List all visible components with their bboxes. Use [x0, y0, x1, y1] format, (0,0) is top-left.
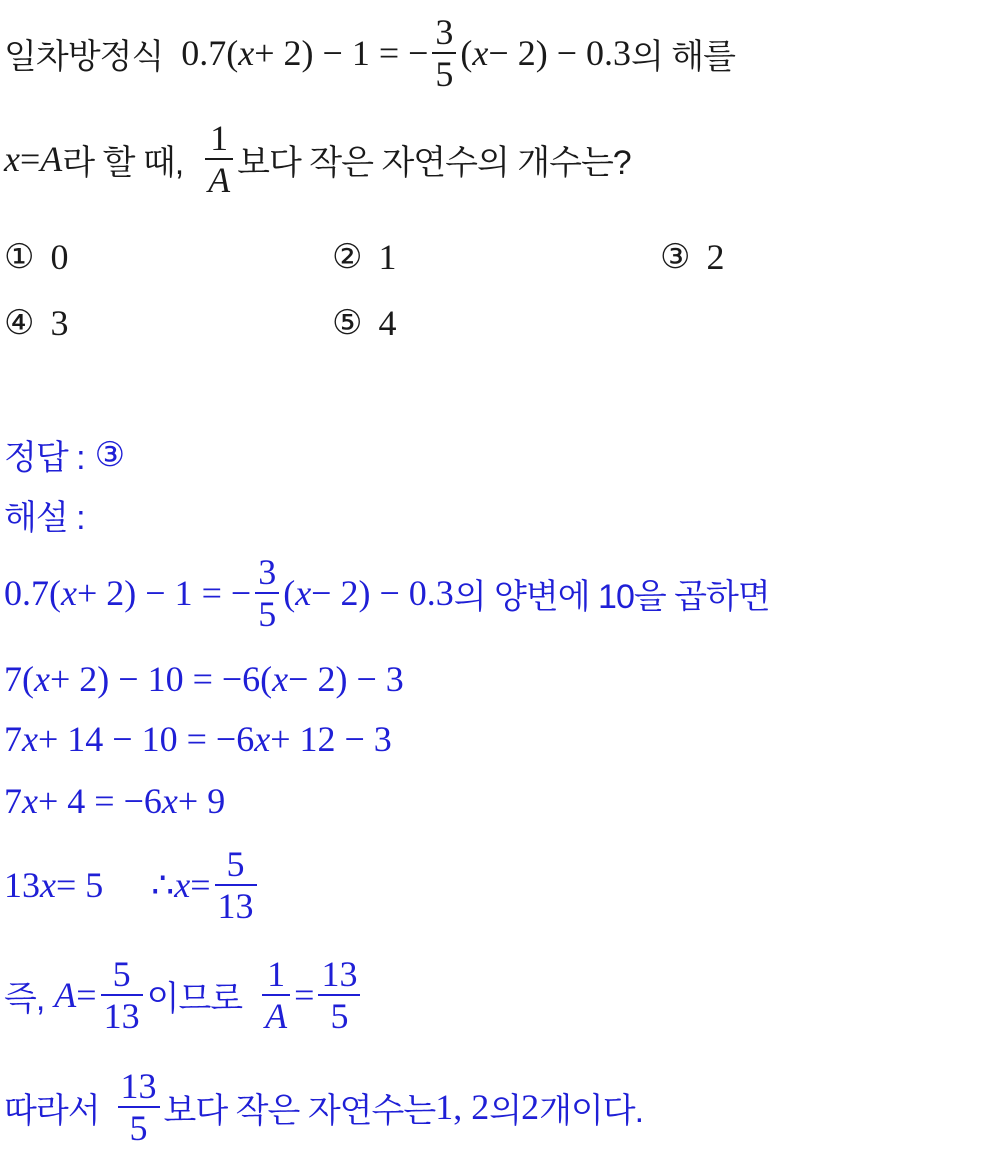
step-text: 따라서	[4, 1091, 100, 1130]
variable-x: x	[174, 865, 191, 905]
variable-x: x	[472, 33, 489, 73]
choice-2[interactable]	[332, 236, 396, 278]
choice-value: 2	[706, 237, 725, 277]
equation-paren: (	[460, 33, 473, 73]
fraction-numerator: 3	[435, 12, 454, 52]
question-suffix: 의 해를	[631, 37, 735, 76]
solution-step-7	[4, 1066, 643, 1148]
variable-A: A	[40, 139, 63, 179]
equation-paren: (	[283, 573, 296, 613]
fraction-denominator: A	[208, 160, 231, 200]
fraction-five-thirteenths	[215, 844, 257, 926]
choice-value: 1	[378, 237, 397, 277]
fraction-thirteen-fifths	[118, 1066, 160, 1148]
choice-value: 0	[50, 237, 69, 277]
question-text: 라 할 때,	[62, 143, 184, 182]
step-expression: 7	[4, 781, 22, 821]
step-expression: 7(	[4, 659, 34, 699]
fraction-denominator: 5	[435, 54, 454, 94]
step-expression: + 14 − 10 = −6	[37, 719, 255, 759]
variable-x: x	[40, 865, 56, 905]
step-expression: 7	[4, 719, 22, 759]
variable-x: x	[238, 33, 255, 73]
variable-x: x	[34, 659, 50, 699]
solution-step-5	[4, 844, 261, 926]
choice-1[interactable]	[4, 236, 68, 278]
variable-x: x	[4, 139, 20, 179]
fraction-denominator: 5	[258, 594, 277, 634]
equals-sign: =	[294, 975, 315, 1015]
step-text: 의	[489, 1091, 522, 1130]
variable-A: A	[54, 975, 77, 1015]
fraction-numerator: 1	[267, 954, 286, 994]
choice-number: ②	[332, 237, 363, 277]
fraction-one-over-A	[262, 954, 290, 1036]
step-text: 의 양변에 10을 곱하면	[453, 577, 770, 616]
fraction-one-over-A	[205, 118, 233, 200]
fraction-denominator: 13	[103, 996, 140, 1036]
variable-x: x	[22, 719, 38, 759]
fraction-numerator: 13	[120, 1066, 157, 1106]
equation-middle: + 2) − 1 = −	[254, 33, 429, 73]
solution-step-2	[4, 658, 404, 700]
solution-step-4	[4, 780, 225, 822]
fraction-denominator: 13	[217, 886, 254, 926]
question-line-2	[4, 118, 631, 200]
choice-number: ⑤	[332, 303, 363, 343]
step-text: 보다 작은 자연수는	[163, 1091, 436, 1130]
question-text: 보다 작은 자연수의 개수는?	[237, 143, 631, 182]
equation-right: − 2) − 0.3	[488, 33, 631, 73]
count-value: 2	[521, 1087, 540, 1127]
step-expression: + 9	[177, 781, 226, 821]
step-expression: 13	[4, 865, 40, 905]
answer-label: 정답 :	[4, 439, 85, 477]
choice-5[interactable]	[332, 302, 396, 344]
fraction-numerator: 13	[321, 954, 358, 994]
answer-value: ③	[94, 434, 126, 475]
equation-middle: + 2) − 1 = −	[76, 573, 252, 613]
solution-step-1	[4, 552, 770, 634]
choice-value: 4	[378, 303, 397, 343]
choice-number: ①	[4, 237, 35, 277]
fraction-thirteen-fifths	[318, 954, 360, 1036]
variable-x: x	[272, 659, 289, 699]
fraction-denominator: 5	[330, 996, 349, 1036]
step-text: 이므로	[146, 979, 243, 1018]
fraction-three-fifths	[255, 552, 279, 634]
choice-4[interactable]	[4, 302, 68, 344]
step-expression: + 12 − 3	[270, 719, 392, 759]
equation-left: 0.7(	[4, 573, 61, 613]
fraction-numerator: 5	[112, 954, 131, 994]
equation-left: 0.7(	[181, 33, 239, 73]
fraction-numerator: 1	[210, 118, 229, 158]
equals-sign: =	[190, 865, 211, 905]
variable-x: x	[295, 573, 312, 613]
variable-x: x	[161, 781, 178, 821]
variable-x: x	[22, 781, 38, 821]
fraction-five-thirteenths	[101, 954, 143, 1036]
solution-label: 해설 :	[4, 499, 85, 537]
question-line-1	[4, 12, 735, 94]
step-text: 즉,	[4, 979, 45, 1018]
question-prefix: 일차방정식	[4, 37, 164, 76]
step-text: 개이다.	[539, 1091, 644, 1130]
equals-sign: =	[19, 139, 41, 179]
step-expression: + 2) − 10 = −6(	[49, 659, 273, 699]
variable-x: x	[254, 719, 271, 759]
therefore-sign: ∴	[151, 865, 175, 905]
solution-step-3	[4, 718, 392, 760]
fraction-numerator: 3	[258, 552, 277, 592]
variable-x: x	[61, 573, 77, 613]
choice-value: 3	[50, 303, 69, 343]
step-expression: − 2) − 3	[288, 659, 404, 699]
choice-number: ④	[4, 303, 35, 343]
equals-sign: =	[76, 975, 97, 1015]
fraction-denominator: 5	[129, 1108, 148, 1148]
equation-right: − 2) − 0.3	[311, 573, 454, 613]
fraction-denominator: A	[265, 996, 288, 1036]
solution-step-6	[4, 954, 364, 1036]
natural-number-list: 1, 2	[435, 1087, 490, 1127]
step-expression: = 5	[55, 865, 104, 905]
choice-3[interactable]	[660, 236, 724, 278]
step-expression: + 4 = −6	[37, 781, 162, 821]
solution-label-line	[4, 490, 85, 539]
answer-line	[4, 430, 125, 479]
fraction-three-fifths	[432, 12, 456, 94]
choice-number: ③	[660, 237, 691, 277]
fraction-numerator: 5	[226, 844, 245, 884]
